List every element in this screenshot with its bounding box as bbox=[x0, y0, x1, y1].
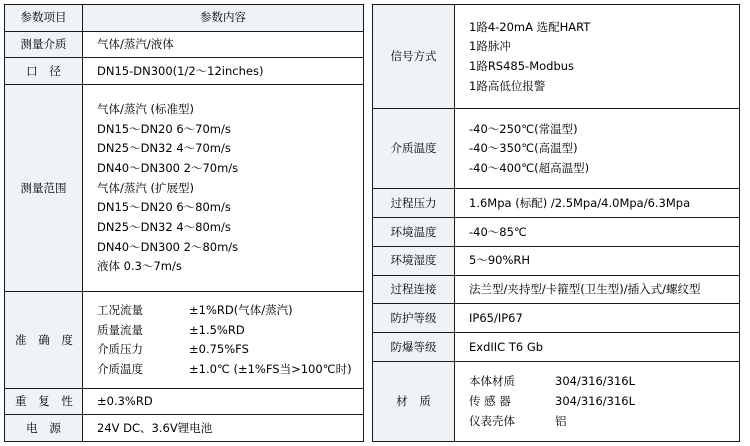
material-item-value: 铝 bbox=[555, 413, 567, 428]
row-label-medium: 测量介质 bbox=[5, 31, 83, 58]
row-label-repeatability: 重 复 性 bbox=[5, 388, 83, 415]
header-cell-param-content: 参数内容 bbox=[83, 5, 364, 32]
row-value-repeatability: ±0.3%RD bbox=[83, 388, 364, 415]
range-line: 气体/蒸汽 (标准型) bbox=[97, 102, 195, 117]
material-item bbox=[469, 411, 733, 431]
row-value-protection-grade: IP65/IP67 bbox=[455, 304, 740, 333]
table-row bbox=[373, 275, 740, 304]
accuracy-item-value: ±0.75%FS bbox=[189, 342, 249, 357]
row-label-measuring-range: 测量范围 bbox=[5, 84, 83, 291]
row-label-ambient-humidity: 环境湿度 bbox=[373, 246, 455, 275]
table-row bbox=[373, 246, 740, 275]
signal-line: 1路4-20mA 选配HART bbox=[469, 19, 591, 34]
material-item-name: 本体材质 bbox=[469, 374, 515, 389]
range-line: 液体 0.3～7m/s bbox=[97, 259, 182, 274]
row-label-protection-grade: 防护等级 bbox=[373, 304, 455, 333]
medium-temp-line: -40～400℃(超高温型) bbox=[469, 161, 590, 175]
range-line: DN15～DN20 6～70m/s bbox=[97, 121, 231, 136]
row-label-signal-type: 信号方式 bbox=[373, 5, 455, 109]
table-row bbox=[373, 5, 740, 109]
header-cell-param-item: 参数项目 bbox=[5, 5, 83, 32]
row-value-process-pressure: 1.6Mpa (标配) /2.5Mpa/4.0Mpa/6.3Mpa bbox=[455, 189, 740, 218]
material-item bbox=[469, 372, 733, 392]
row-label-material: 材 质 bbox=[373, 361, 455, 441]
row-value-power: 24V DC、3.6V锂电池 bbox=[83, 415, 364, 442]
row-value-medium: 气体/蒸汽/液体 bbox=[83, 31, 364, 58]
medium-temp-line: -40～350℃(高温型) bbox=[469, 141, 578, 156]
row-label-ambient-temperature: 环境温度 bbox=[373, 218, 455, 247]
table-row bbox=[5, 388, 364, 415]
left-spec-table bbox=[4, 4, 364, 442]
range-line: DN40～DN300 2～80m/s bbox=[97, 239, 239, 254]
accuracy-item-value: ±1.5%RD bbox=[189, 322, 245, 337]
table-row bbox=[373, 361, 740, 441]
row-label-process-connection: 过程连接 bbox=[373, 275, 455, 304]
accuracy-item-name: 质量流量 bbox=[97, 322, 143, 337]
signal-line: 1路脉冲 bbox=[469, 39, 511, 54]
right-spec-table bbox=[372, 4, 740, 442]
row-value-ambient-temperature: -40～85℃ bbox=[455, 218, 740, 247]
table-row bbox=[373, 218, 740, 247]
accuracy-item-name: 介质温度 bbox=[97, 362, 143, 377]
range-line: DN25～DN32 4～70m/s bbox=[97, 141, 231, 156]
table-row bbox=[5, 292, 364, 388]
row-value-signal-type bbox=[455, 5, 740, 109]
accuracy-item-name: 工况流量 bbox=[97, 303, 143, 318]
row-label-diameter: 口 径 bbox=[5, 58, 83, 85]
material-item bbox=[469, 392, 733, 412]
signal-line: 1路RS485-Modbus bbox=[469, 59, 575, 74]
table-row bbox=[5, 58, 364, 85]
signal-line: 1路高低位报警 bbox=[469, 78, 546, 93]
table-row bbox=[5, 415, 364, 442]
row-value-diameter: DN15-DN300(1/2～12inches) bbox=[83, 58, 364, 85]
range-line: DN15～DN20 6～80m/s bbox=[97, 200, 231, 215]
table-row bbox=[373, 304, 740, 333]
accuracy-item bbox=[97, 360, 357, 380]
range-line: 气体/蒸汽 (扩展型) bbox=[97, 180, 195, 195]
row-label-power: 电 源 bbox=[5, 415, 83, 442]
range-line: DN40～DN300 2～70m/s bbox=[97, 161, 239, 176]
material-item-value: 304/316/316L bbox=[555, 394, 636, 409]
row-value-accuracy bbox=[83, 292, 364, 388]
table-row bbox=[5, 5, 364, 32]
table-row bbox=[373, 189, 740, 218]
row-label-medium-temperature: 介质温度 bbox=[373, 109, 455, 189]
table-row bbox=[5, 84, 364, 291]
table-row bbox=[373, 333, 740, 362]
material-item-value: 304/316/316L bbox=[555, 374, 636, 389]
row-value-medium-temperature bbox=[455, 109, 740, 189]
row-value-material bbox=[455, 361, 740, 441]
material-item-name: 传 感 器 bbox=[469, 394, 511, 409]
row-value-explosion-proof-grade: ExdIIC T6 Gb bbox=[455, 333, 740, 362]
row-value-process-connection: 法兰型/夹持型/卡箍型(卫生型)/插入式/螺纹型 bbox=[455, 275, 740, 304]
accuracy-item bbox=[97, 301, 357, 321]
row-label-process-pressure: 过程压力 bbox=[373, 189, 455, 218]
accuracy-item bbox=[97, 340, 357, 360]
accuracy-item bbox=[97, 320, 357, 340]
accuracy-item-name: 介质压力 bbox=[97, 342, 143, 357]
row-label-accuracy: 准 确 度 bbox=[5, 292, 83, 388]
row-value-measuring-range bbox=[83, 84, 364, 291]
material-item-name: 仪表壳体 bbox=[469, 413, 515, 428]
table-row bbox=[373, 109, 740, 189]
range-line: DN25～DN32 4～80m/s bbox=[97, 220, 231, 235]
row-value-ambient-humidity: 5～90%RH bbox=[455, 246, 740, 275]
accuracy-item-value: ±1%RD(气体/蒸汽) bbox=[189, 303, 293, 318]
table-row bbox=[5, 31, 364, 58]
accuracy-item-value: ±1.0℃ (±1%FS当>100℃时) bbox=[189, 362, 352, 377]
row-label-explosion-proof-grade: 防爆等级 bbox=[373, 333, 455, 362]
medium-temp-line: -40～250℃(常温型) bbox=[469, 121, 578, 136]
